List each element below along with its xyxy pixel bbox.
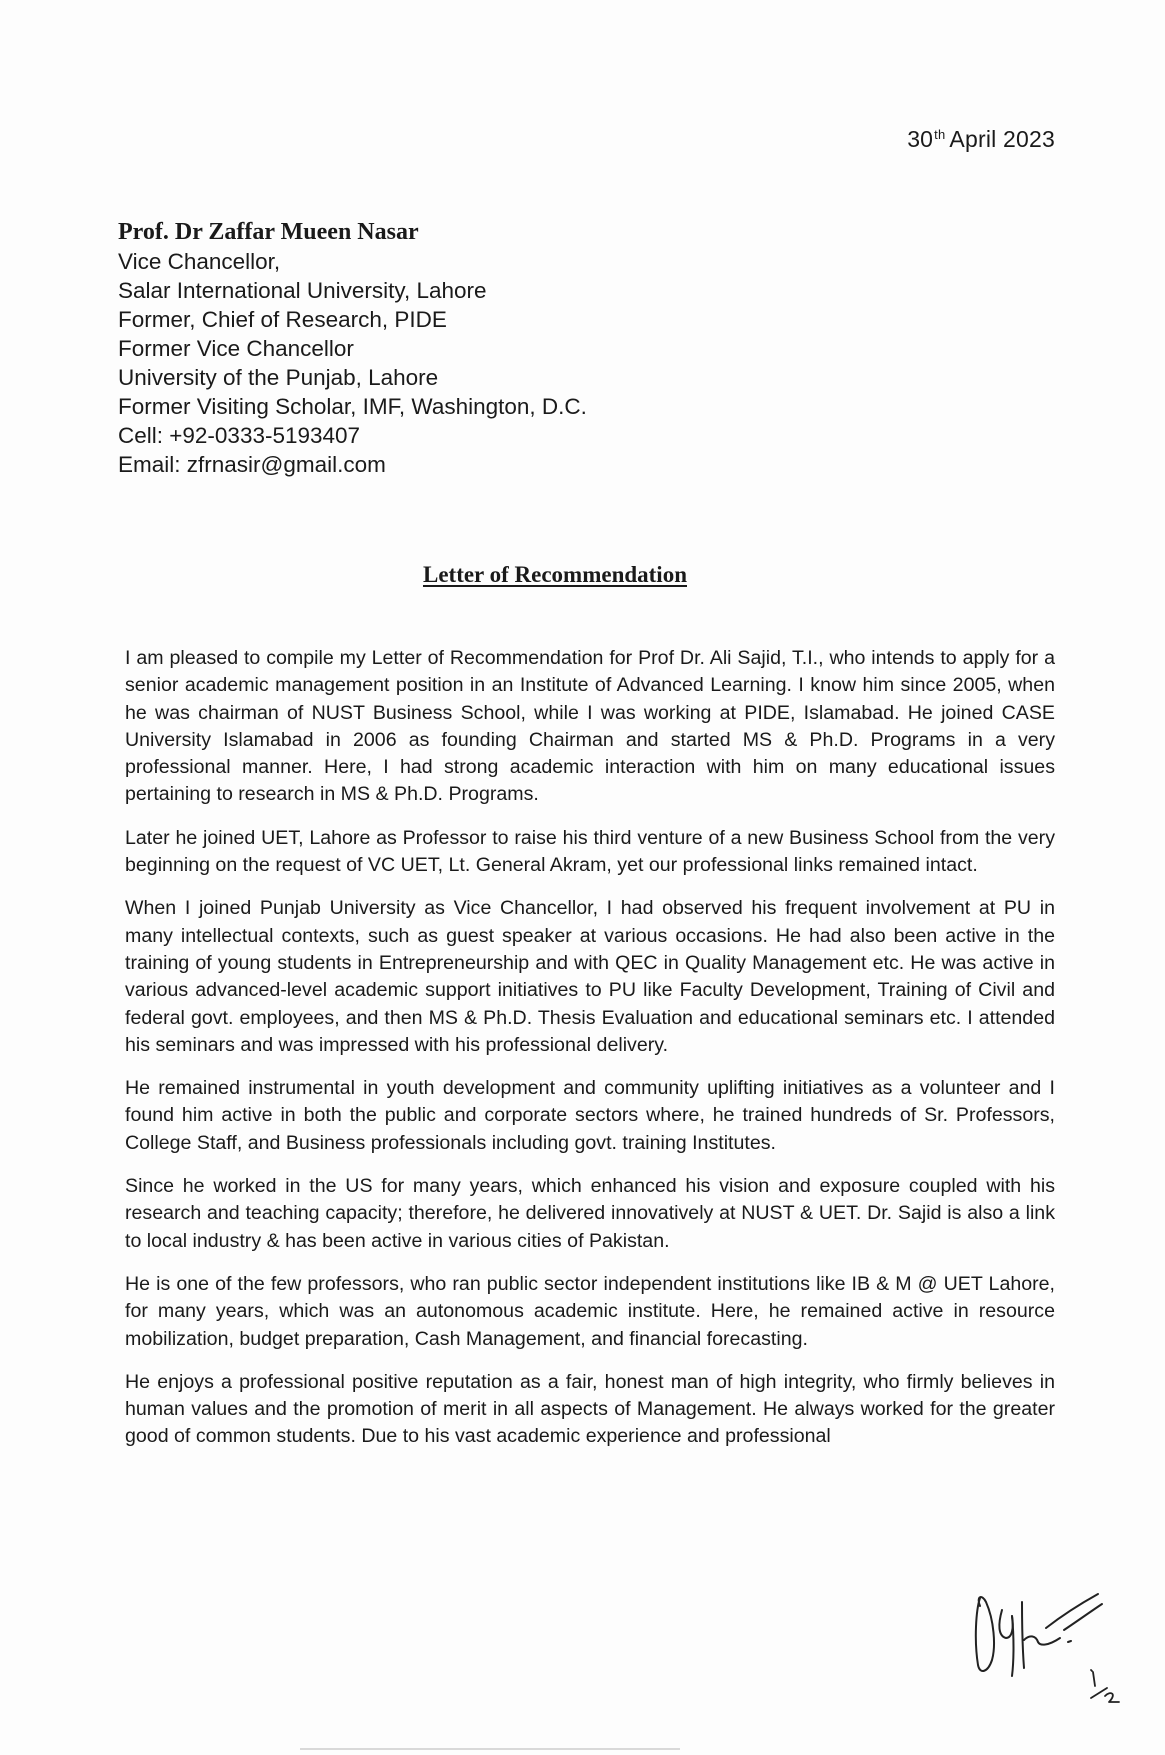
sender-email: Email: zfrnasir@gmail.com: [118, 452, 386, 477]
page-number-mark: [1085, 1668, 1125, 1708]
body-paragraph: When I joined Punjab University as Vice Chancellor, I had observed his frequent involvement at PU in many intellectual contexts, such as guest speaker at various occasions. He had also been active in the training of young students in Entrepreneurship and with QEC in Quality Management etc. He was active in various advanced-level academic support initiatives to PU like Faculty Development, Training of Civil and federal govt. employees, and then MS & Ph.D. Thesis Evaluation and educational seminars etc. I attended his seminars and was impressed with his professional delivery.: [125, 897, 1055, 1056]
body-paragraph: He is one of the few professors, who ran public sector independent institutions like IB & M @ UET Lahore, for many years, which was an autonomous academic institute. Here, he remained active in resource mobilization, budget preparation, Cash Management, and financial forecasting.: [125, 1272, 1055, 1350]
body-paragraph: Since he worked in the US for many years, which enhanced his vision and exposure coupled with his research and teaching capacity; therefore, he delivered innovatively at NUST & UET. Dr. Sajid is also a link to local industry & has been active in various cities of Pakistan.: [125, 1175, 1055, 1252]
sender-line: Former, Chief of Research, PIDE: [118, 307, 447, 332]
body-paragraph: He enjoys a professional positive reputation as a fair, honest man of high integrity, who firmly believes in human values and the promotion of merit in all aspects of Management. He always worked for the greater good of common students. Due to his vast academic experience and professional: [125, 1370, 1055, 1448]
date-day: 30: [907, 126, 934, 152]
date-suffix: th: [934, 127, 946, 142]
sender-line: Vice Chancellor,: [118, 249, 281, 274]
sender-phone: Cell: +92-0333-5193407: [118, 423, 361, 448]
sender-line: University of the Punjab, Lahore: [118, 365, 439, 390]
sender-line: Salar International University, Lahore: [118, 278, 487, 303]
body-paragraph: Later he joined UET, Lahore as Professor to raise his third venture of a new Business School from the very beginning on the request of VC UET, Lt. General Akram, yet our professional links remained intact.: [125, 826, 1055, 877]
letter-date: [907, 126, 1055, 153]
sender-line: Former Visiting Scholar, IMF, Washington, D.C.: [118, 394, 587, 419]
body-paragraph: I am pleased to compile my Letter of Recommendation for Prof Dr. Ali Sajid, T.I., who intends to apply for a senior academic management position in an Institute of Advanced Learning. I know him since 2005, when he was chairman of NUST Business School, while I was working at PIDE, Islamabad. He joined CASE University Islamabad in 2006 as founding Chairman and started MS & Ph.D. Programs in a very professional manner. Here, I had strong academic interaction with him on many educational issues pertaining to research in MS & Ph.D. Programs.: [125, 647, 1055, 806]
letter-body: [125, 645, 1055, 1467]
body-paragraph: He remained instrumental in youth development and community uplifting initiatives as a volunteer and I found him active in both the public and corporate sectors where, he trained hundreds of Sr. Professors, College Staff, and Business professionals including govt. training Institutes.: [125, 1077, 1055, 1154]
sender-name: Prof. Dr Zaffar Mueen Nasar: [118, 219, 419, 245]
letter-title: Letter of Recommendation: [422, 562, 687, 587]
scan-edge-line: [300, 1748, 680, 1750]
date-month-year: April 2023: [949, 126, 1055, 152]
sender-line: Former Vice Chancellor: [118, 336, 354, 361]
sender-block: [118, 218, 587, 479]
